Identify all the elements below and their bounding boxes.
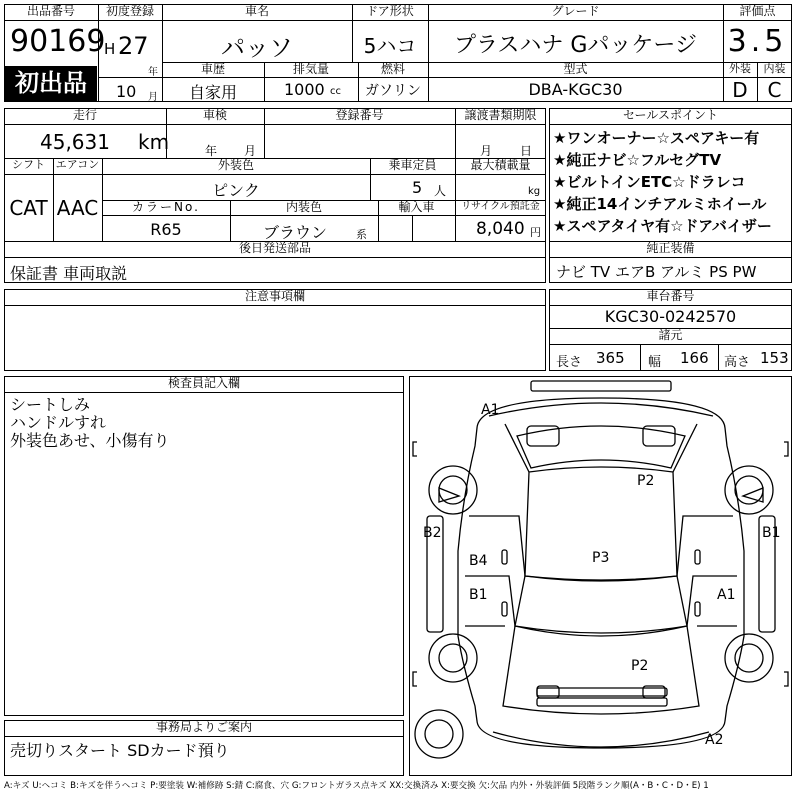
shift-label: シフト [4, 158, 53, 175]
sales-label: セールスポイント [549, 108, 792, 125]
mark-b4: B4 [469, 553, 488, 569]
displacement-unit: cc [330, 86, 341, 97]
exterior-label: 外装 [723, 62, 757, 78]
inspection-label: 車検 [166, 108, 264, 125]
length-label: 長さ [556, 355, 583, 370]
reg-year: 27 [118, 32, 149, 60]
inspection-year-unit: 年 [205, 144, 218, 158]
width-label: 幅 [648, 355, 662, 370]
notes-label: 注意事項欄 [4, 289, 546, 306]
mark-a1-top: A1 [481, 402, 500, 418]
inspector-line: 外装色あせ、小傷有り [10, 431, 170, 450]
grade-label: グレード [428, 4, 723, 21]
exterior-grade: D [732, 78, 748, 102]
chassis-label: 車台番号 [549, 289, 792, 306]
interior-label: 内装 [757, 62, 792, 78]
ac-label: エアコン [53, 158, 102, 175]
sales-point: ★ビルトインETC☆ドラレコ [553, 173, 746, 191]
mark-a1-right: A1 [717, 587, 736, 603]
recycle: 8,040 [476, 219, 525, 239]
transfer-day-unit: 日 [520, 144, 533, 158]
score-label: 評価点 [723, 4, 792, 21]
ext-color: ピンク [212, 181, 260, 200]
capacity-label: 乗車定員 [370, 158, 455, 175]
reg-year-unit: 年 [148, 67, 158, 78]
sales-point: ★ワンオーナー☆スペアキー有 [553, 129, 760, 147]
transfer-month-unit: 月 [480, 144, 493, 158]
height: 153 [760, 349, 789, 367]
fuel-label: 燃料 [358, 62, 428, 78]
mileage: 45,631 [40, 130, 110, 154]
int-color-label: 内装色 [230, 200, 378, 216]
fuel: ガソリン [365, 83, 421, 99]
car-name: パッソ [221, 34, 293, 62]
import-label: 輸入車 [378, 200, 455, 216]
chassis-number: KGC30-0242570 [604, 307, 737, 326]
int-color-unit: 系 [356, 228, 367, 241]
first-listing-badge: 初出品 [5, 66, 97, 101]
mileage-unit: km [138, 130, 170, 154]
door-label: ドア形状 [352, 4, 428, 21]
transfer-label: 譲渡書類期限 [455, 108, 546, 125]
plate-label: 登録番号 [264, 108, 455, 125]
legend: A:キズ U:ヘコミ B:キズを伴うヘコミ P:要塗装 W:補修跡 S:錆 C:腐食、穴 G:フロントガラス点キズ XX:交換済み X:要交換 欠:欠品 内外・外装評価 5段階ランク順(A・B・C・D・E) 1 [4, 781, 709, 791]
door-type: 5ハコ [363, 34, 417, 58]
interior-grade: C [767, 78, 782, 102]
car-name-label: 車名 [162, 4, 352, 21]
inspection-month-unit: 月 [244, 144, 257, 158]
ac: AAC [56, 196, 99, 220]
mark-b1-left: B1 [469, 587, 488, 603]
sales-points [553, 127, 772, 237]
equipment-label: 純正装備 [549, 241, 792, 258]
length: 365 [596, 349, 625, 367]
load-unit: kg [528, 186, 541, 197]
dims-label: 諸元 [549, 328, 792, 345]
history: 自家用 [188, 83, 237, 102]
reg-month: 10 [116, 82, 137, 101]
office-notice: 売切りスタート SDカード預り [10, 741, 230, 760]
capacity: 5 [412, 178, 423, 197]
history-label: 車歴 [162, 62, 264, 78]
office-label: 事務局よりご案内 [4, 720, 404, 737]
later-parts-label: 後日発送部品 [4, 241, 546, 258]
load-label: 最大積載量 [455, 158, 546, 175]
car-damage-diagram [409, 376, 792, 776]
score: 3.5 [727, 24, 788, 59]
model: DBA-KGC30 [528, 80, 623, 99]
reg-month-unit: 月 [148, 92, 158, 103]
capacity-unit: 人 [434, 184, 447, 198]
mark-b2: B2 [423, 525, 442, 541]
recycle-unit: 円 [530, 226, 541, 239]
int-color: ブラウン [262, 223, 327, 242]
lot-no: 90169 [10, 24, 106, 59]
recycle-label: リサイクル預託金 [455, 200, 546, 216]
mark-a2: A2 [705, 732, 724, 748]
color-no: R65 [150, 220, 182, 239]
ext-color-label: 外装色 [102, 158, 370, 175]
lot-no-label: 出品番号 [4, 4, 98, 21]
inspector-label: 検査員記入欄 [4, 376, 404, 393]
inspector-line: シートしみ [10, 395, 91, 414]
sales-point: ★スペアタイヤ有☆ドアバイザー [553, 217, 772, 235]
first-reg-label: 初度登録 [98, 4, 162, 21]
sales-point: ★純正ナビ☆フルセグTV [553, 151, 722, 169]
shift: CAT [9, 196, 48, 220]
mileage-label: 走行 [4, 108, 166, 125]
mark-p2-top: P2 [637, 473, 655, 489]
inspector-line: ハンドルすれ [10, 413, 107, 432]
height-label: 高さ [724, 355, 751, 370]
displacement: 1000 [284, 80, 325, 99]
mark-b1-right: B1 [762, 525, 781, 541]
inspector-notes [10, 396, 170, 450]
mark-p2-bottom: P2 [631, 658, 649, 674]
width: 166 [680, 349, 709, 367]
color-no-label: カラーNo. [102, 200, 230, 216]
era: H [104, 40, 116, 58]
model-label: 型式 [428, 62, 723, 78]
equipment: ナビ TV エアB アルミ PS PW [556, 263, 757, 281]
mark-p3: P3 [592, 550, 610, 566]
displacement-label: 排気量 [264, 62, 358, 78]
later-parts: 保証書 車両取説 [10, 264, 128, 283]
sales-point: ★純正14インチアルミホイール [553, 195, 767, 213]
grade: プラスハナ Gパッケージ [454, 33, 697, 58]
